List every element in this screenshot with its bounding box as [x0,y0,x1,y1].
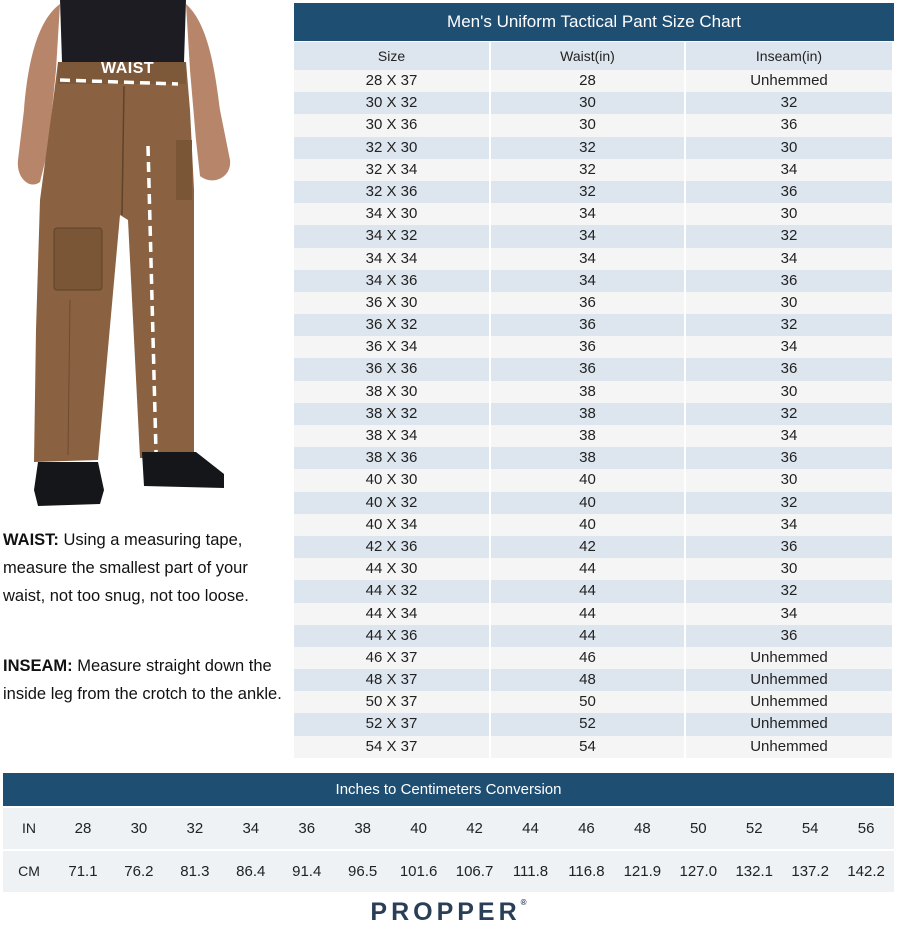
waist-cell: 38 [491,425,684,447]
table-row [294,225,894,247]
inseam-cell: Unhemmed [686,647,892,669]
waist-cell: 46 [491,647,684,669]
waist-cell: 44 [491,558,684,580]
size-cell: 36 X 32 [294,314,489,336]
waist-measure-label: WAIST [101,60,155,77]
cm-value: 111.8 [512,863,549,880]
brand-mark: ® [520,898,527,907]
size-cell: 38 X 30 [294,381,489,403]
cm-value: 116.8 [568,863,605,880]
inch-value: 46 [578,820,595,837]
pants-figure [0,0,292,515]
waist-cell: 28 [491,70,684,92]
conversion-table [3,773,894,892]
size-cell: 44 X 34 [294,603,489,625]
inseam-cell: 30 [686,558,892,580]
inseam-description-text: Measure straight down the inside leg from the crotch to the ankle. [3,657,282,703]
table-row [294,447,894,469]
table-row [294,381,894,403]
table-row [294,358,894,380]
inseam-cell: 30 [686,203,892,225]
cm-value: 91.4 [292,863,322,880]
table-row [294,181,894,203]
size-cell: 32 X 36 [294,181,489,203]
table-row [294,736,894,758]
size-cell: 38 X 34 [294,425,489,447]
waist-cell: 38 [491,447,684,469]
size-cell: 32 X 30 [294,137,489,159]
inseam-cell: 32 [686,225,892,247]
table-row [294,514,894,536]
table-row [294,603,894,625]
centimeters-label: CM [18,863,40,879]
inseam-cell: 34 [686,336,892,358]
size-chart-body [294,70,894,758]
size-cell: 46 X 37 [294,647,489,669]
brand-logo [0,898,897,927]
size-cell: 48 X 37 [294,669,489,691]
cm-value: 127.0 [679,863,718,880]
table-row [294,314,894,336]
size-chart-header [294,42,894,70]
size-cell: 36 X 34 [294,336,489,358]
table-row [294,270,894,292]
waist-cell: 36 [491,314,684,336]
inseam-cell: 36 [686,270,892,292]
waist-cell: 38 [491,403,684,425]
size-cell: 40 X 30 [294,469,489,491]
size-cell: 42 X 36 [294,536,489,558]
inseam-cell: Unhemmed [686,669,892,691]
inseam-cell: 36 [686,625,892,647]
waist-cell: 30 [491,114,684,136]
inseam-measure-label: INSEAM [113,292,130,357]
inch-value: 52 [745,820,763,837]
waist-description [3,526,283,610]
waist-cell: 32 [491,181,684,203]
inseam-cell: 34 [686,425,892,447]
inch-value: 44 [522,820,539,837]
waist-description-label: WAIST: [3,531,59,549]
waist-cell: 36 [491,336,684,358]
inseam-cell: 34 [686,514,892,536]
centimeters-row [3,851,894,892]
inch-value: 34 [242,820,260,837]
conversion-title: Inches to Centimeters Conversion [3,773,894,806]
inseam-cell: 30 [686,381,892,403]
waist-cell: 40 [491,514,684,536]
inseam-cell: 32 [686,580,892,602]
waist-cell: 34 [491,270,684,292]
cm-value: 71.1 [68,863,98,880]
inseam-description [3,652,283,708]
inch-value: 28 [74,820,92,837]
size-cell: 38 X 36 [294,447,489,469]
inseam-description-label: INSEAM: [3,657,73,675]
inseam-cell: 30 [686,469,892,491]
size-cell: 50 X 37 [294,691,489,713]
inseam-cell: 36 [686,447,892,469]
size-chart-title: Men's Uniform Tactical Pant Size Chart [294,3,894,41]
size-cell: 36 X 30 [294,292,489,314]
table-row [294,580,894,602]
inseam-cell: Unhemmed [686,691,892,713]
table-row [294,70,894,92]
inch-value: 50 [689,820,707,837]
inseam-cell: 34 [686,159,892,181]
cm-value: 86.4 [236,863,266,880]
inch-value: 36 [298,820,316,837]
waist-cell: 50 [491,691,684,713]
size-cell: 36 X 36 [294,358,489,380]
table-row [294,647,894,669]
inseam-cell: 36 [686,358,892,380]
inseam-cell: 34 [686,603,892,625]
table-row [294,425,894,447]
table-row [294,336,894,358]
waist-cell: 32 [491,137,684,159]
header-size: Size [294,42,489,70]
waist-cell: 52 [491,713,684,735]
cm-value: 132.1 [735,863,773,880]
cm-value: 96.5 [348,863,378,880]
inseam-cell: Unhemmed [686,736,892,758]
size-cell: 44 X 30 [294,558,489,580]
size-cell: 28 X 37 [294,70,489,92]
inseam-cell: 32 [686,314,892,336]
cm-value: 106.7 [455,863,494,880]
waist-cell: 40 [491,469,684,491]
inches-label: IN [22,820,36,836]
table-row [294,713,894,735]
table-row [294,403,894,425]
cm-value: 101.6 [399,863,438,880]
inseam-cell: 36 [686,536,892,558]
size-cell: 34 X 36 [294,270,489,292]
table-row [294,159,894,181]
inch-value: 40 [410,820,427,837]
inch-value: 30 [130,820,148,837]
cm-value: 142.2 [847,863,885,880]
waist-cell: 40 [491,492,684,514]
size-cell: 52 X 37 [294,713,489,735]
inch-value: 32 [186,820,204,837]
table-row [294,492,894,514]
inseam-cell: 32 [686,492,892,514]
table-row [294,691,894,713]
table-row [294,248,894,270]
table-row [294,92,894,114]
brand-name: PROPPER [370,898,521,926]
waist-cell: 32 [491,159,684,181]
size-cell: 34 X 32 [294,225,489,247]
inch-value: 54 [801,820,819,837]
waist-cell: 30 [491,92,684,114]
size-cell: 44 X 32 [294,580,489,602]
inseam-cell: Unhemmed [686,70,892,92]
cm-value: 76.2 [124,863,154,880]
size-cell: 40 X 34 [294,514,489,536]
waist-cell: 44 [491,625,684,647]
waist-cell: 54 [491,736,684,758]
inseam-cell: 32 [686,92,892,114]
inseam-cell: 30 [686,137,892,159]
size-cell: 54 X 37 [294,736,489,758]
size-cell: 34 X 34 [294,248,489,270]
table-row [294,114,894,136]
cm-value: 81.3 [180,863,210,880]
waist-description-text: Using a measuring tape, measure the smallest part of your waist, not too snug, not too loose. [3,531,249,605]
table-row [294,203,894,225]
inseam-cell: Unhemmed [686,713,892,735]
waist-cell: 34 [491,203,684,225]
waist-cell: 38 [491,381,684,403]
header-inseam: Inseam(in) [686,42,892,70]
waist-cell: 36 [491,292,684,314]
size-cell: 32 X 34 [294,159,489,181]
table-row [294,137,894,159]
cm-value: 137.2 [791,863,829,880]
waist-cell: 44 [491,603,684,625]
inseam-cell: 36 [686,181,892,203]
inseam-cell: 36 [686,114,892,136]
size-cell: 44 X 36 [294,625,489,647]
waist-cell: 36 [491,358,684,380]
size-cell: 34 X 30 [294,203,489,225]
size-cell: 30 X 36 [294,114,489,136]
waist-cell: 48 [491,669,684,691]
size-chart-table [294,3,894,758]
table-row [294,669,894,691]
inch-value: 42 [466,820,483,837]
inch-value: 48 [634,820,651,837]
size-cell: 40 X 32 [294,492,489,514]
waist-cell: 34 [491,225,684,247]
waist-cell: 44 [491,580,684,602]
table-row [294,469,894,491]
inseam-cell: 34 [686,248,892,270]
table-row [294,558,894,580]
inseam-cell: 30 [686,292,892,314]
cm-value: 121.9 [623,863,662,880]
inch-value: 56 [857,820,875,837]
table-row [294,536,894,558]
inseam-cell: 32 [686,403,892,425]
table-row [294,625,894,647]
header-waist: Waist(in) [491,42,684,70]
waist-cell: 42 [491,536,684,558]
table-row [294,292,894,314]
inch-value: 38 [354,820,371,837]
size-cell: 30 X 32 [294,92,489,114]
waist-cell: 34 [491,248,684,270]
size-cell: 38 X 32 [294,403,489,425]
inches-row [3,808,894,849]
